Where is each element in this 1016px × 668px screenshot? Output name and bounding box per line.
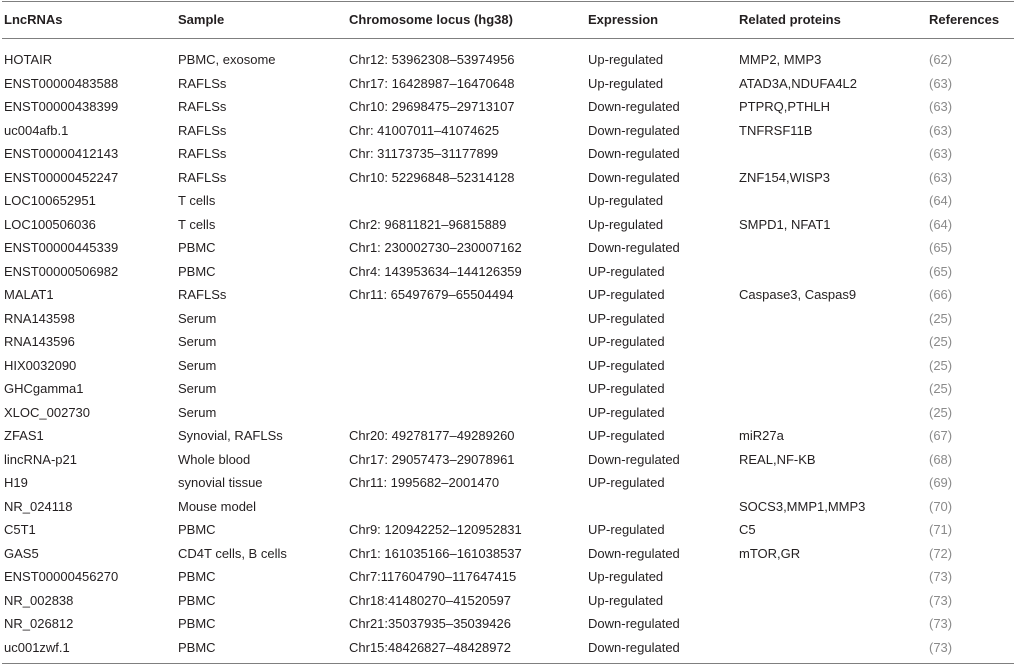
cell-sample: PBMC xyxy=(178,263,216,279)
table-top-rule xyxy=(2,1,1014,2)
cell-sample: Serum xyxy=(178,310,217,326)
cell-expression: Down-regulated xyxy=(588,99,680,114)
cell-lncrna: H19 xyxy=(4,475,28,490)
cell-related-proteins: REAL,NF-KB xyxy=(739,451,816,467)
cell-expression: Down-regulated xyxy=(588,451,680,467)
table-row xyxy=(0,189,1016,213)
cell-expression: Up-regulated xyxy=(588,193,664,208)
header-related-proteins: Related proteins xyxy=(739,12,841,27)
cell-sample: Serum xyxy=(178,381,217,396)
cell-related-proteins: ATAD3A,NDUFA4L2 xyxy=(739,75,858,91)
cell-related-proteins: SMPD1, NFAT1 xyxy=(739,216,831,232)
cell-lncrna: LOC100652951 xyxy=(4,193,96,208)
cell-reference[interactable]: (63) xyxy=(929,75,953,91)
table-row xyxy=(0,612,1016,636)
table-row xyxy=(0,142,1016,166)
cell-sample: RAFLSs xyxy=(178,146,227,161)
cell-sample: PBMC xyxy=(178,639,216,655)
cell-related-proteins: TNFRSF11B xyxy=(739,122,813,138)
cell-expression: Down-regulated xyxy=(588,122,680,138)
cell-reference[interactable]: (67) xyxy=(929,428,953,443)
table-row xyxy=(0,48,1016,72)
cell-reference[interactable]: (65) xyxy=(929,240,953,255)
cell-lncrna: C5T1 xyxy=(4,522,36,537)
cell-expression: Down-regulated xyxy=(588,169,680,185)
cell-lncrna: ENST00000438399 xyxy=(4,99,119,114)
cell-sample: Synovial, RAFLSs xyxy=(178,428,283,443)
cell-reference[interactable]: (73) xyxy=(929,639,953,655)
table-row xyxy=(0,377,1016,401)
table-row xyxy=(0,401,1016,425)
table-row xyxy=(0,636,1016,660)
table-row xyxy=(0,236,1016,260)
header-lncrnas: LncRNAs xyxy=(4,12,63,27)
cell-chromosome-locus: Chr17: 29057473–29078961 xyxy=(349,451,515,467)
header-references: References xyxy=(929,12,1000,27)
cell-expression: Up-regulated xyxy=(588,592,664,608)
cell-reference[interactable]: (73) xyxy=(929,592,953,608)
header-sample: Sample xyxy=(178,12,225,27)
cell-sample: Mouse model xyxy=(178,498,257,514)
cell-reference[interactable]: (65) xyxy=(929,263,953,279)
cell-expression: Down-regulated xyxy=(588,545,680,561)
cell-reference[interactable]: (63) xyxy=(929,99,953,114)
cell-related-proteins: C5 xyxy=(739,522,756,537)
table-row xyxy=(0,95,1016,119)
cell-chromosome-locus: Chr20: 49278177–49289260 xyxy=(349,428,515,443)
table-header-rule xyxy=(2,38,1014,39)
cell-related-proteins: Caspase3, Caspas9 xyxy=(739,287,857,302)
cell-chromosome-locus: Chr12: 53962308–53974956 xyxy=(349,52,515,67)
cell-chromosome-locus: Chr18:41480270–41520597 xyxy=(349,592,511,608)
cell-expression: Up-regulated xyxy=(588,75,664,91)
cell-reference[interactable]: (71) xyxy=(929,522,953,537)
cell-reference[interactable]: (25) xyxy=(929,334,953,349)
table-body xyxy=(0,48,1016,660)
cell-sample: Serum xyxy=(178,334,217,349)
table-row xyxy=(0,307,1016,331)
table-row xyxy=(0,495,1016,519)
cell-chromosome-locus: Chr: 41007011–41074625 xyxy=(349,122,500,138)
table-row xyxy=(0,354,1016,378)
cell-chromosome-locus: Chr7:117604790–117647415 xyxy=(349,569,517,584)
cell-reference[interactable]: (66) xyxy=(929,287,953,302)
cell-lncrna: ENST00000456270 xyxy=(4,569,119,584)
cell-reference[interactable]: (64) xyxy=(929,193,953,208)
cell-related-proteins: mTOR,GR xyxy=(739,545,801,561)
cell-related-proteins: ZNF154,WISP3 xyxy=(739,169,831,185)
cell-sample: PBMC, exosome xyxy=(178,52,276,67)
cell-lncrna: ENST00000452247 xyxy=(4,169,119,185)
cell-expression: Up-regulated xyxy=(588,52,664,67)
cell-sample: RAFLSs xyxy=(178,287,227,302)
cell-expression: Up-regulated xyxy=(588,569,664,584)
table-row xyxy=(0,589,1016,613)
cell-related-proteins: SOCS3,MMP1,MMP3 xyxy=(739,498,866,514)
cell-lncrna: RNA143596 xyxy=(4,334,75,349)
cell-expression: UP-regulated xyxy=(588,334,665,349)
cell-reference[interactable]: (25) xyxy=(929,404,953,420)
cell-expression: Down-regulated xyxy=(588,240,680,255)
cell-expression: Up-regulated xyxy=(588,216,664,232)
cell-lncrna: ENST00000445339 xyxy=(4,240,119,255)
table-row xyxy=(0,471,1016,495)
cell-lncrna: MALAT1 xyxy=(4,287,54,302)
cell-lncrna: LOC100506036 xyxy=(4,216,96,232)
header-expression: Expression xyxy=(588,12,659,27)
cell-reference[interactable]: (25) xyxy=(929,381,953,396)
table-row xyxy=(0,213,1016,237)
cell-sample: PBMC xyxy=(178,522,216,537)
cell-lncrna: HOTAIR xyxy=(4,52,53,67)
cell-lncrna: HIX0032090 xyxy=(4,357,77,373)
cell-lncrna: ZFAS1 xyxy=(4,428,44,443)
cell-lncrna: GHCgamma1 xyxy=(4,381,84,396)
cell-sample: T cells xyxy=(178,193,216,208)
cell-sample: RAFLSs xyxy=(178,169,227,185)
cell-expression: Down-regulated xyxy=(588,639,680,655)
cell-chromosome-locus: Chr17: 16428987–16470648 xyxy=(349,75,515,91)
table-row xyxy=(0,72,1016,96)
cell-reference[interactable]: (63) xyxy=(929,146,953,161)
cell-sample: T cells xyxy=(178,216,216,232)
cell-lncrna: ENST00000506982 xyxy=(4,263,119,279)
cell-expression: UP-regulated xyxy=(588,287,665,302)
cell-chromosome-locus: Chr1: 230002730–230007162 xyxy=(349,240,522,255)
cell-lncrna: NR_002838 xyxy=(4,592,74,608)
cell-reference[interactable]: (25) xyxy=(929,310,953,326)
table-row xyxy=(0,260,1016,284)
table-row xyxy=(0,542,1016,566)
cell-sample: RAFLSs xyxy=(178,122,227,138)
cell-chromosome-locus: Chr11: 1995682–2001470 xyxy=(349,475,500,490)
cell-sample: Whole blood xyxy=(178,451,251,467)
cell-expression: Down-regulated xyxy=(588,616,680,631)
cell-reference[interactable]: (73) xyxy=(929,569,953,584)
cell-chromosome-locus: Chr2: 96811821–96815889 xyxy=(349,216,507,232)
cell-sample: Serum xyxy=(178,357,217,373)
cell-sample: synovial tissue xyxy=(178,475,263,490)
cell-sample: RAFLSs xyxy=(178,99,227,114)
cell-reference[interactable]: (72) xyxy=(929,545,953,561)
cell-expression: UP-regulated xyxy=(588,381,665,396)
cell-related-proteins: miR27a xyxy=(739,428,784,443)
cell-reference[interactable]: (64) xyxy=(929,216,953,232)
cell-reference[interactable]: (63) xyxy=(929,169,953,185)
cell-reference[interactable]: (70) xyxy=(929,498,953,514)
table-row xyxy=(0,166,1016,190)
table-row xyxy=(0,424,1016,448)
cell-chromosome-locus: Chr21:35037935–35039426 xyxy=(349,616,511,631)
table-row xyxy=(0,119,1016,143)
cell-lncrna: ENST00000483588 xyxy=(4,75,119,91)
cell-sample: PBMC xyxy=(178,240,216,255)
cell-lncrna: lincRNA-p21 xyxy=(4,451,77,467)
cell-reference[interactable]: (62) xyxy=(929,52,953,67)
cell-reference[interactable]: (68) xyxy=(929,451,953,467)
table-row xyxy=(0,330,1016,354)
cell-sample: PBMC xyxy=(178,592,216,608)
table-header-row xyxy=(0,8,1016,32)
cell-expression: UP-regulated xyxy=(588,522,665,537)
cell-expression: UP-regulated xyxy=(588,475,665,490)
cell-reference[interactable]: (69) xyxy=(929,475,953,490)
cell-sample: RAFLSs xyxy=(178,75,227,91)
cell-chromosome-locus: Chr: 31173735–31177899 xyxy=(349,146,499,161)
cell-chromosome-locus: Chr10: 29698475–29713107 xyxy=(349,99,515,114)
table-row xyxy=(0,518,1016,542)
cell-sample: CD4T cells, B cells xyxy=(178,545,287,561)
cell-chromosome-locus: Chr4: 143953634–144126359 xyxy=(349,263,522,279)
cell-reference[interactable]: (63) xyxy=(929,122,953,138)
cell-chromosome-locus: Chr1: 161035166–161038537 xyxy=(349,545,522,561)
cell-lncrna: GAS5 xyxy=(4,545,39,561)
cell-lncrna: NR_024118 xyxy=(4,498,73,514)
cell-lncrna: XLOC_002730 xyxy=(4,404,91,420)
cell-lncrna: uc001zwf.1 xyxy=(4,639,70,655)
cell-chromosome-locus: Chr10: 52296848–52314128 xyxy=(349,169,515,185)
cell-related-proteins: PTPRQ,PTHLH xyxy=(739,99,831,114)
cell-expression: UP-regulated xyxy=(588,428,665,443)
table-bottom-rule xyxy=(2,663,1014,664)
cell-lncrna: ENST00000412143 xyxy=(4,146,119,161)
cell-sample: Serum xyxy=(178,404,217,420)
cell-chromosome-locus: Chr15:48426827–48428972 xyxy=(349,639,511,655)
cell-expression: UP-regulated xyxy=(588,263,665,279)
table-row xyxy=(0,448,1016,472)
cell-expression: Down-regulated xyxy=(588,146,680,161)
header-chromosome-locus: Chromosome locus (hg38) xyxy=(349,12,513,27)
cell-expression: UP-regulated xyxy=(588,310,665,326)
cell-chromosome-locus: Chr9: 120942252–120952831 xyxy=(349,522,522,537)
cell-sample: PBMC xyxy=(178,616,216,631)
cell-reference[interactable]: (25) xyxy=(929,357,953,373)
cell-expression: UP-regulated xyxy=(588,357,665,373)
cell-lncrna: NR_026812 xyxy=(4,616,74,631)
cell-related-proteins: MMP2, MMP3 xyxy=(739,52,822,67)
cell-lncrna: uc004afb.1 xyxy=(4,122,69,138)
table-row xyxy=(0,283,1016,307)
cell-expression: UP-regulated xyxy=(588,404,665,420)
table-row xyxy=(0,565,1016,589)
cell-reference[interactable]: (73) xyxy=(929,616,953,631)
cell-sample: PBMC xyxy=(178,569,216,584)
cell-lncrna: RNA143598 xyxy=(4,310,75,326)
cell-chromosome-locus: Chr11: 65497679–65504494 xyxy=(349,287,514,302)
